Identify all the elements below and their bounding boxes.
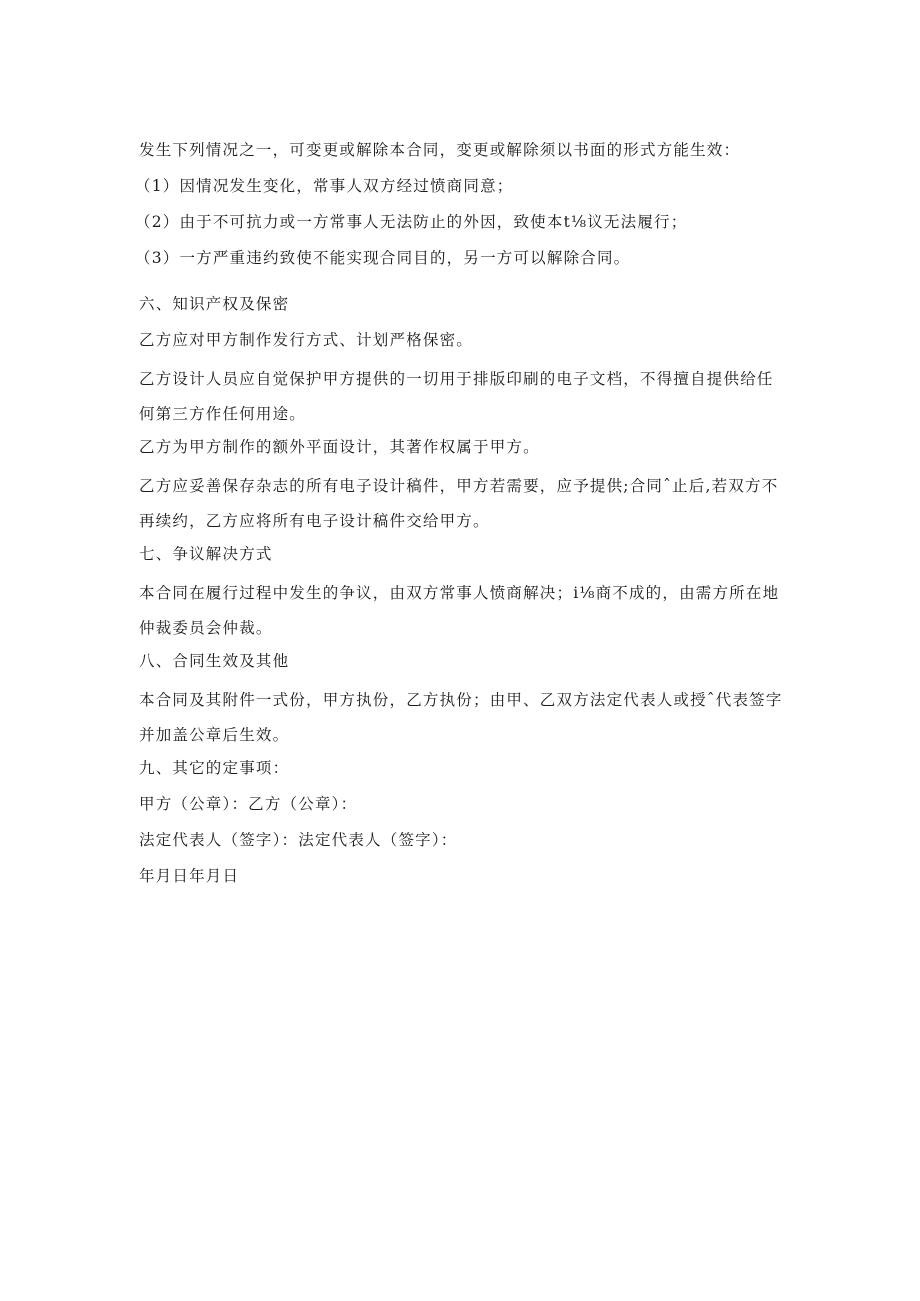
section-7-paragraph: 本合同在履行过程中发生的争议，由双方常事人愤商解决；i⅛商不成的，由需方所在地仲裁委员会仲裁。	[139, 584, 780, 637]
section-9-heading: 九、其它的定事项：	[139, 759, 290, 777]
list-item-3: （3）一方严重违约致使不能实现合同目的，另一方可以解除合同。	[135, 249, 631, 267]
section-7-heading: 七、争议解决方式	[139, 545, 273, 563]
section-8-paragraph: 本合同及其附件一式份，甲方执份，乙方执份；由甲、乙双方法定代表人或授ˆ代表签字并加盖公章后生效。	[139, 691, 783, 744]
signature-representative-line: 法定代表人（签字）：法定代表人（签字）：	[139, 831, 458, 849]
section-6-paragraph-3: 乙方为甲方制作的额外平面设计，其著作权属于甲方。	[139, 438, 540, 456]
signature-seal-line: 甲方（公章）：乙方（公章）：	[139, 795, 358, 813]
signature-date-line: 年月日年月日	[139, 867, 240, 885]
intro-paragraph: 发生下列情况之一，可变更或解除本合同，变更或解除须以书面的形式方能生效：	[139, 141, 741, 159]
document-body	[135, 136, 789, 898]
section-6-paragraph-4: 乙方应妥善保存杂志的所有电子设计稿件，甲方若需要，应予提供;合同ˆ止后,若双方不再续约，乙方应将所有电子设计稿件交给甲方。	[139, 477, 779, 530]
section-gap	[139, 280, 789, 290]
section-6-paragraph-2: 乙方设计人员应自觉保护甲方提供的一切用于排版印刷的电子文档，不得擅自提供给任何第三方作任何用途。	[139, 370, 774, 423]
section-6-paragraph-1: 乙方应对甲方制作发行方式、计划严格保密。	[139, 331, 474, 349]
section-6-heading: 六、知识产权及保密	[139, 295, 290, 313]
section-8-heading: 八、合同生效及其他	[139, 652, 290, 670]
list-item-1: （1）因情况发生变化，常事人双方经过愤商同意；	[135, 177, 514, 195]
list-item-2: （2）由于不可抗力或一方常事人无法防止的外因，致使本t⅛议无法履行；	[135, 213, 688, 231]
